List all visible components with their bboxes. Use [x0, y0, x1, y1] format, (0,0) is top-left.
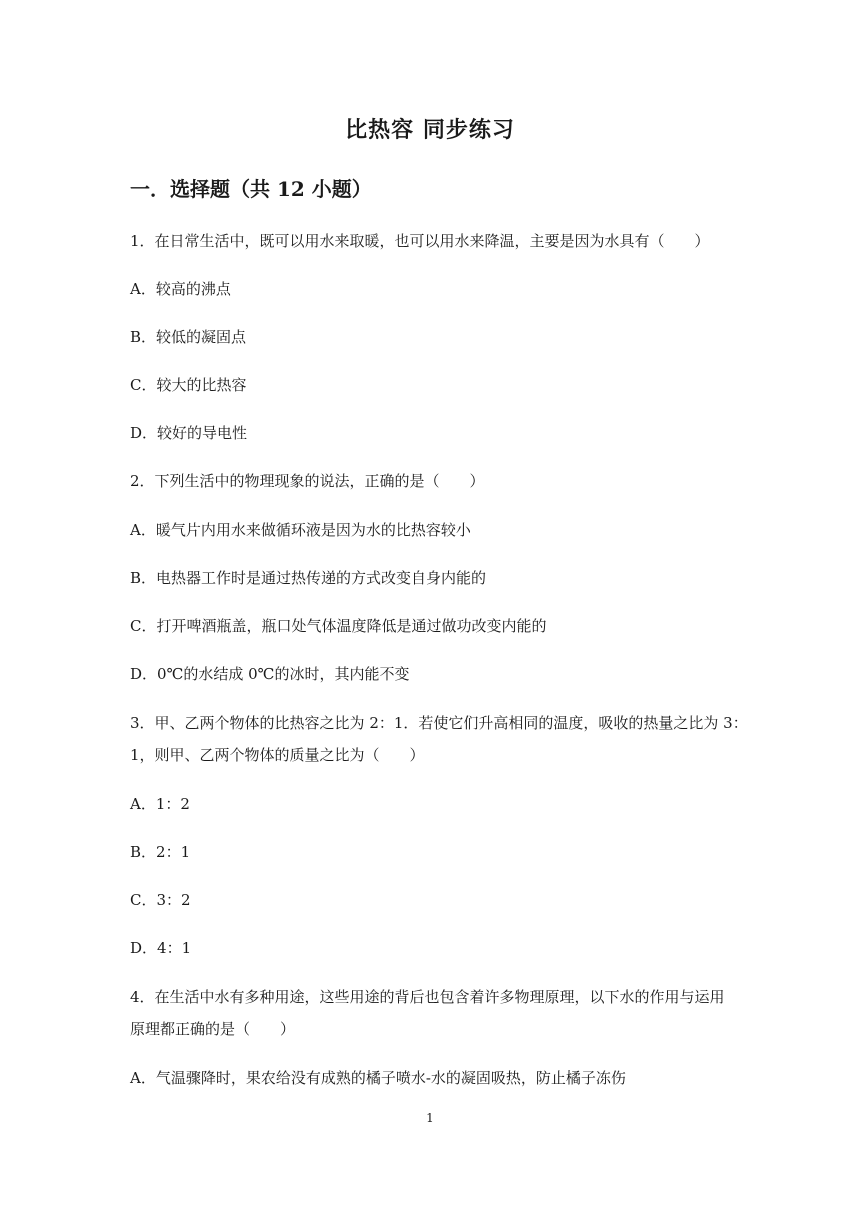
- question-2-option-a: A．暖气片内用水来做循环液是因为水的比热容较小: [130, 521, 471, 539]
- question-3-stem-line-1: 3．甲、乙两个物体的比热容之比为 2：1．若使它们升高相同的温度，吸收的热量之比为 3：: [130, 714, 748, 732]
- question-2-option-b: B．电热器工作时是通过热传递的方式改变自身内能的: [130, 569, 487, 587]
- question-3-option-d: D．4：1: [130, 939, 192, 957]
- question-4-stem-line-1: 4．在生活中水有多种用途，这些用途的背后也包含着许多物理原理，以下水的作用与运用: [130, 988, 725, 1006]
- question-2-option-c: C．打开啤酒瓶盖，瓶口处气体温度降低是通过做功改变内能的: [130, 617, 547, 635]
- question-2-option-d: D．0℃的水结成 0℃的冰时，其内能不变: [130, 665, 410, 683]
- question-3-option-b: B．2：1: [130, 843, 191, 861]
- question-1-option-c: C．较大的比热容: [130, 376, 247, 394]
- question-1-option-d: D．较好的导电性: [130, 424, 248, 442]
- question-3-option-a: A．1：2: [130, 795, 190, 813]
- question-4-option-a: A．气温骤降时，果农给没有成熟的橘子喷水-水的凝固吸热，防止橘子冻伤: [130, 1069, 626, 1087]
- section-heading: 一．选择题（共 12 小题）: [130, 177, 372, 201]
- question-4-stem-line-2: 原理都正确的是（ ）: [130, 1020, 296, 1038]
- page-number: 1: [426, 1111, 434, 1125]
- question-1-stem: 1．在日常生活中，既可以用水来取暖，也可以用水来降温，主要是因为水具有（ ）: [130, 232, 710, 250]
- document-title: 比热容 同步练习: [345, 117, 515, 143]
- question-3-stem-line-2: 1，则甲、乙两个物体的质量之比为（ ）: [130, 746, 425, 764]
- question-1-option-b: B．较低的凝固点: [130, 328, 247, 346]
- question-2-stem: 2．下列生活中的物理现象的说法，正确的是（ ）: [130, 472, 485, 490]
- question-3-option-c: C．3：2: [130, 891, 191, 909]
- question-1-option-a: A．较高的沸点: [130, 280, 231, 298]
